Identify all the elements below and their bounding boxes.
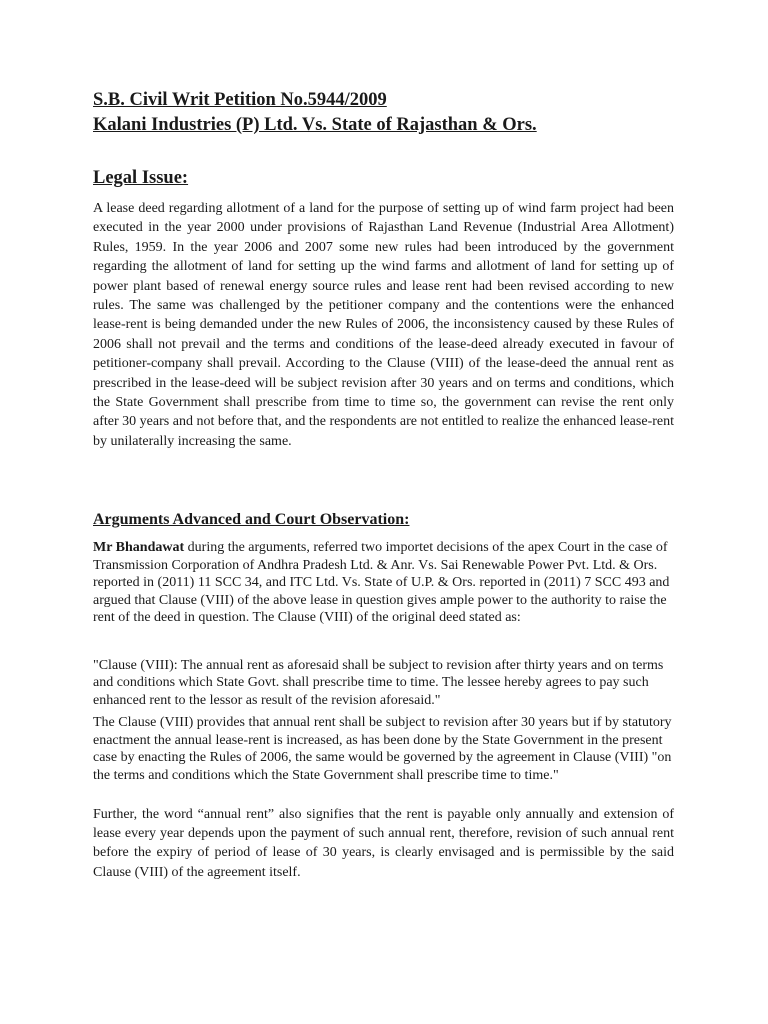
speaker-name: Mr Bhandawat xyxy=(93,540,185,555)
legal-issue-paragraph: A lease deed regarding allotment of a land for the purpose of setting up of wind farm project had been executed in the year 2000 under provisions of Rajasthan Land Revenue (Industrial Area Allotment) Rules, 1959. In the year 2006 and 2007 some new rules had been introduced by the government regarding the allotment of land for setting up the wind farms and allotment of land for setting up of power plant based of renewal energy source rules and lease rent had been revised according to new rules. The same was challenged by the petitioner company and the contentions were the enhanced lease-rent is being demanded under the new Rules of 2006, the inconsistency caused by these Rules of 2006 shall not prevail and the terms and conditions of the lease-deed already executed in favour of petitioner-company shall prevail. According to the Clause (VIII) of the lease-deed the annual rent as prescribed in the lease-deed will be subject revision after 30 years and on terms and conditions, which the State Government shall prescribe from time to time so, the government can revise the rent only after 30 years and not before that, and the respondents are not entitled to realize the enhanced lease-rent by unilaterally increasing the same. xyxy=(93,201,674,449)
clause-analysis-paragraph: The Clause (VIII) provides that annual rent shall be subject to revision after 30 years but if by statutory enactment the annual lease-rent is increased, as has been done by the State Government in the present case by enacting the Rules of 2006, the same would be governed by the agreement in Clause (VIII) "on the terms and conditions which the State Government shall prescribe time to time." xyxy=(93,715,672,783)
petition-number: S.B. Civil Writ Petition No.5944/2009 xyxy=(93,90,387,110)
arguments-paragraph-text: during the arguments, referred two importet decisions of the apex Court in the case of Transmission Corporation of Andhra Pradesh Ltd. & Anr. Vs. Sai Renewable Power Pvt. Ltd. & Ors. reported in (2011) 11 SCC 34, and ITC Ltd. Vs. State of U.P. & Ors. reported in (2011) 7 SCC 493 and argued that Clause (VIII) of the above lease in question gives ample power to the authority to raise the rent of the deed in question. The Clause (VIII) of the original deed stated as: xyxy=(93,540,670,626)
clause-quote: "Clause (VIII): The annual rent as aforesaid shall be subject to revision after thirty years and on terms and conditions which State Govt. shall prescribe time to time. The lessee hereby agrees to pay such enhanced rent to the lessor as result of the revision aforesaid." xyxy=(93,658,664,708)
arguments-heading: Arguments Advanced and Court Observation: xyxy=(93,511,410,528)
annual-rent-paragraph: Further, the word “annual rent” also signifies that the rent is payable only annually and extension of lease every year depends upon the payment of such annual rent, therefore, revision of such annual rent before the expiry of period of lease of 30 years, is clearly envisaged and is permissible by the said Clause (VIII) of the agreement itself. xyxy=(93,807,674,880)
case-parties: Kalani Industries (P) Ltd. Vs. State of Rajasthan & Ors. xyxy=(93,115,537,135)
legal-issue-heading: Legal Issue: xyxy=(93,168,189,188)
case-title xyxy=(93,88,693,138)
arguments-paragraph xyxy=(93,539,674,627)
